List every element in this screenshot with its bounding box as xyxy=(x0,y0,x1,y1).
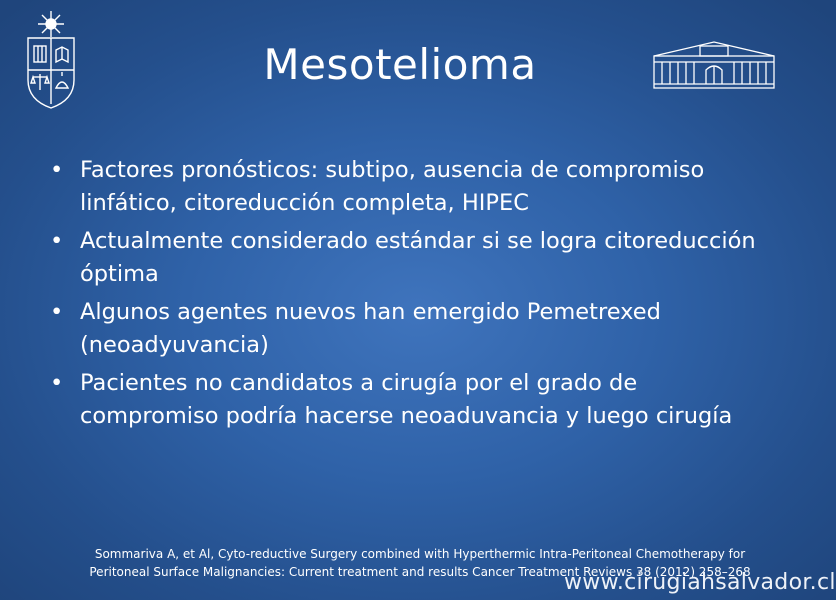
bullet-item: • Actualmente considerado estándar si se logra citoreducción óptima xyxy=(50,225,770,291)
bullet-item: • Pacientes no candidatos a cirugía por el grado de compromiso podría hacerse neoaduvancia y luego cirugía xyxy=(50,367,770,433)
slide-title: Mesotelioma xyxy=(263,40,537,89)
website-url: www.cirugiahsalvador.cl xyxy=(564,570,836,595)
bullet-item: • Factores pronósticos: subtipo, ausencia de compromiso linfático, citoreducción completa, HIPEC xyxy=(50,154,770,220)
bullet-item: • Algunos agentes nuevos han emergido Pemetrexed (neoadyuvancia) xyxy=(50,296,770,362)
bullet-list xyxy=(50,154,770,438)
reference-citation: Sommariva A, et Al, Cyto-reductive Surgery combined with Hyperthermic Intra-Peritoneal Chemotherapy for Peritoneal Surface Malignancies: Current treatment and results Cancer Treatment Reviews 38 (2012) 258–268 xyxy=(89,547,751,579)
